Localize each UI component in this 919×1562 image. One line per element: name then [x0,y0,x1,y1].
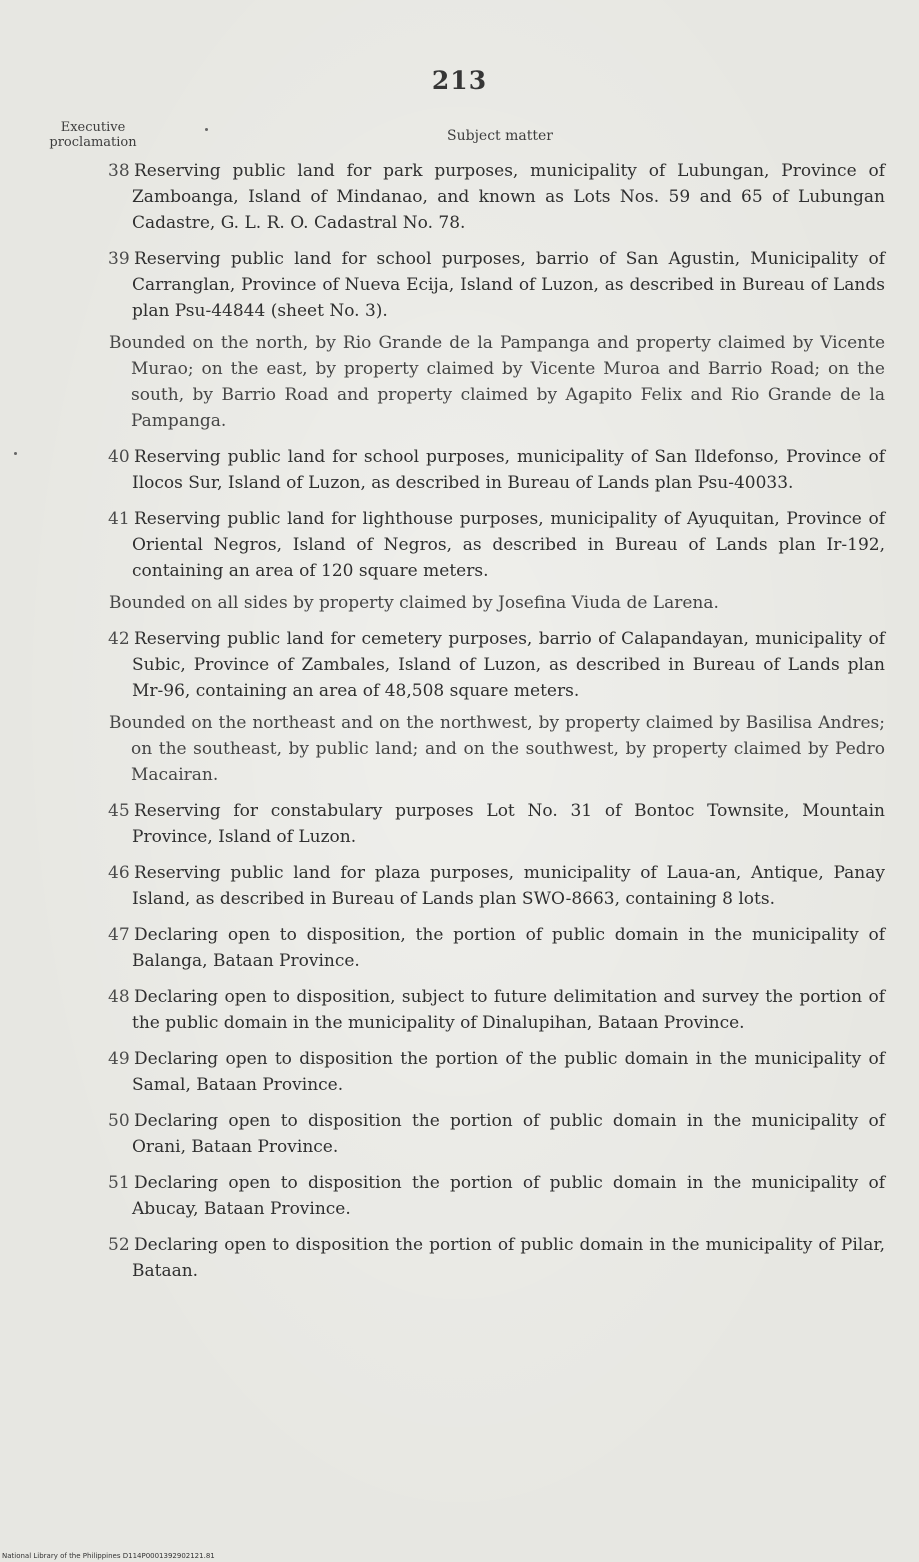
entry-text-block [75,1170,885,1222]
entry-boundary-description: Bounded on the northeast and on the northwest, by property claimed by Basilisa Andres; on the southeast, by public land; and on the southwest, by property claimed by Pedro Macairan. [109,713,885,785]
entry-number: 52 [108,1235,130,1255]
entry-text-block [75,922,885,974]
entry-text-block [75,506,885,584]
entry-number: 46 [108,863,130,883]
proclamation-entry [75,922,885,974]
proclamation-entry [75,798,885,850]
scan-footer: National Library of the Philippines D114P0001392902121.81 [2,1552,215,1560]
scan-speck [14,452,17,455]
entry-text-block [75,444,885,496]
proclamation-entry [75,158,885,236]
proclamation-entry [75,860,885,912]
proclamation-entry [75,444,885,496]
entry-number: 41 [108,509,130,529]
entry-text: Reserving public land for school purposes, barrio of San Agustin, Municipality of Carranglan, Province of Nueva Ecija, Island of Luzon, as described in Bureau of Lands plan Psu-44844 (sheet No. 3). [132,249,885,321]
entry-number: 38 [108,161,130,181]
proclamation-entry [75,1232,885,1284]
proclamation-entry [75,1046,885,1098]
entry-text: Reserving public land for lighthouse purposes, municipality of Ayuquitan, Province of Oriental Negros, Island of Negros, as described in Bureau of Lands plan Ir-192, containing an area of 120 square meters. [132,509,885,581]
entry-text: Reserving public land for park purposes, municipality of Lubungan, Province of Zamboanga, Island of Mindanao, and known as Lots Nos. 59 and 65 of Lubungan Cadastre, G. L. R. O. Cadastral No. 78. [132,161,885,233]
entry-text-block [75,158,885,236]
column-header-left-line1: Executive [60,120,126,135]
entry-number: 45 [108,801,130,821]
page-number: 213 [431,66,488,95]
column-header-executive-proclamation [33,120,153,150]
entry-text: Declaring open to disposition, subject to future delimitation and survey the portion of the public domain in the municipality of Dinalupihan, Bataan Province. [132,987,885,1033]
column-header-left-line2: proclamation [49,135,137,150]
entry-number: 42 [108,629,130,649]
entry-boundary-description: Bounded on the north, by Rio Grande de la Pampanga and property claimed by Vicente Murao; on the east, by property claimed by Vicente Muroa and Barrio Road; on the south, by Barrio Road and property claimed by Agapito Felix and Rio Grande de la Pampanga. [109,333,885,431]
proclamation-entry [75,1108,885,1160]
entry-text-block [75,860,885,912]
entry-text: Declaring open to disposition the portion of the public domain in the municipality of Samal, Bataan Province. [132,1049,885,1095]
column-header-subject-matter: Subject matter [447,128,553,144]
entry-text: Declaring open to disposition, the portion of public domain in the municipality of Balanga, Bataan Province. [132,925,885,971]
entry-text: Declaring open to disposition the portion of public domain in the municipality of Abucay, Bataan Province. [132,1173,885,1219]
entry-text-block [75,984,885,1036]
proclamation-entry [75,1170,885,1222]
entry-number: 48 [108,987,130,1007]
proclamation-entry [75,626,885,788]
entry-text: Reserving public land for plaza purposes, municipality of Laua-an, Antique, Panay Island, as described in Bureau of Lands plan SWO-8663, containing 8 lots. [132,863,885,909]
proclamation-entry [75,246,885,434]
entry-text-block [75,1108,885,1160]
entry-number: 51 [108,1173,130,1193]
entry-text: Declaring open to disposition the portion of public domain in the municipality of Pilar, Bataan. [132,1235,885,1281]
entry-number: 40 [108,447,130,467]
proclamation-entry [75,984,885,1036]
entry-boundary-description: Bounded on all sides by property claimed by Josefina Viuda de Larena. [109,593,719,613]
entry-text-block [75,798,885,850]
entry-text-block [75,1232,885,1284]
scan-speck [205,128,208,131]
entry-text-block [75,626,885,704]
entry-text-block [75,246,885,324]
proclamation-list [75,158,885,1294]
proclamation-entry [75,506,885,616]
entry-number: 39 [108,249,130,269]
entry-number: 50 [108,1111,130,1131]
entry-text-block [75,1046,885,1098]
entry-text: Reserving for constabulary purposes Lot No. 31 of Bontoc Townsite, Mountain Province, Island of Luzon. [132,801,885,847]
entry-text: Reserving public land for school purposes, municipality of San Ildefonso, Province of Ilocos Sur, Island of Luzon, as described in Bureau of Lands plan Psu-40033. [132,447,885,493]
entry-text: Declaring open to disposition the portion of public domain in the municipality of Orani, Bataan Province. [132,1111,885,1157]
entry-number: 49 [108,1049,130,1069]
entry-number: 47 [108,925,130,945]
entry-text: Reserving public land for cemetery purposes, barrio of Calapandayan, municipality of Subic, Province of Zambales, Island of Luzon, as described in Bureau of Lands plan Mr-96, containing an area of 48,508 square meters. [132,629,885,701]
